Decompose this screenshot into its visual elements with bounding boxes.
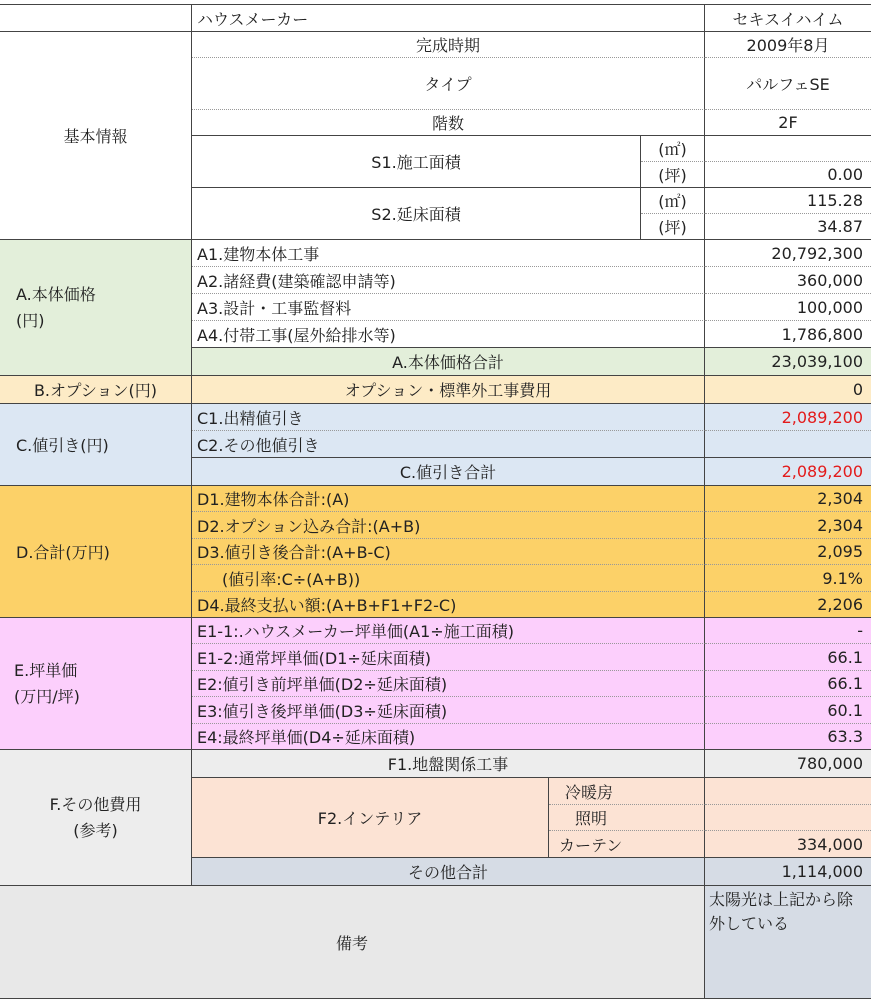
- e1-1-label: E1-1:.ハウスメーカー坪単価(A1÷施工面積): [192, 618, 705, 644]
- b-item-label: オプション・標準外工事費用: [192, 376, 705, 404]
- section-a-label-line1: A.本体価格: [16, 284, 96, 304]
- a2-label: A2.諸経費(建築確認申請等): [192, 267, 705, 294]
- section-f-label-line1: F.その他費用: [49, 794, 142, 814]
- d1-label: D1.建物本体合計:(A): [192, 486, 705, 512]
- section-d-label: D.合計(万円): [0, 486, 192, 618]
- c1-value[interactable]: 2,089,200: [705, 404, 871, 431]
- e1-2-value[interactable]: 66.1: [705, 644, 871, 671]
- f2-label: F2.インテリア: [192, 778, 549, 858]
- section-b-label: B.オプション(円): [0, 376, 192, 404]
- c2-label: C2.その他値引き: [192, 431, 705, 458]
- a-total-label: A.本体価格合計: [192, 348, 705, 376]
- d2-value[interactable]: 2,304: [705, 512, 871, 539]
- f2-lighting-label: 照明: [549, 805, 705, 831]
- a3-value[interactable]: 100,000: [705, 294, 871, 321]
- e2-value[interactable]: 66.1: [705, 671, 871, 697]
- d3-label: D3.値引き後合計:(A+B-C): [192, 539, 705, 565]
- f2-heating-value[interactable]: [705, 778, 871, 805]
- d4-label: D4.最終支払い額:(A+B+F1+F2-C): [192, 592, 705, 618]
- section-a-label-line2: (円): [16, 310, 45, 330]
- f2-curtain-label: カーテン: [549, 831, 705, 858]
- e2-label: E2:値引き前坪単価(D2÷延床面積): [192, 671, 705, 697]
- c-total-value[interactable]: 2,089,200: [705, 458, 871, 486]
- s2-area-label: S2.延床面積: [192, 188, 641, 240]
- basic-info-label: 基本情報: [0, 32, 192, 240]
- s2-value-m2[interactable]: 115.28: [705, 188, 871, 214]
- e4-label: E4:最終坪単価(D4÷延床面積): [192, 724, 705, 750]
- e3-label: E3:値引き後坪単価(D3÷延床面積): [192, 697, 705, 724]
- section-c-label: C.値引き(円): [0, 404, 192, 486]
- remarks-label: 備考: [0, 886, 705, 999]
- c2-value[interactable]: [705, 431, 871, 458]
- d3-value[interactable]: 2,095: [705, 539, 871, 565]
- maker-value[interactable]: セキスイハイム: [705, 4, 871, 32]
- s1-unit-m2: (㎡): [641, 136, 705, 162]
- completion-value[interactable]: 2009年8月: [705, 32, 871, 58]
- s2-unit-m2: (㎡): [641, 188, 705, 214]
- a2-value[interactable]: 360,000: [705, 267, 871, 294]
- d4-value[interactable]: 2,206: [705, 592, 871, 618]
- e1-1-value[interactable]: -: [705, 618, 871, 644]
- s1-value-tsubo[interactable]: 0.00: [705, 162, 871, 188]
- discount-rate-value[interactable]: 9.1%: [705, 565, 871, 592]
- e4-value[interactable]: 63.3: [705, 724, 871, 750]
- section-f-label: [0, 750, 192, 886]
- floors-value[interactable]: 2F: [705, 110, 871, 136]
- f-total-label: その他合計: [192, 858, 705, 886]
- a1-value[interactable]: 20,792,300: [705, 240, 871, 267]
- f2-heating-label: 冷暖房: [549, 778, 705, 805]
- section-e-label: [0, 618, 192, 750]
- s2-value-tsubo[interactable]: 34.87: [705, 214, 871, 240]
- a4-label: A4.付帯工事(屋外給排水等): [191, 321, 705, 348]
- e3-value[interactable]: 60.1: [705, 697, 871, 724]
- s2-unit-tsubo: (坪): [641, 214, 705, 240]
- c1-label: C1.出精値引き: [192, 404, 705, 431]
- a3-label: A3.設計・工事監督料: [192, 294, 705, 321]
- d1-value[interactable]: 2,304: [705, 486, 871, 512]
- section-e-label-line1: E.坪単価: [14, 660, 78, 680]
- f1-label: F1.地盤関係工事: [192, 750, 705, 778]
- a4-value[interactable]: 1,786,800: [705, 321, 871, 348]
- header-blank-cell: [0, 4, 192, 32]
- floors-label: 階数: [192, 110, 705, 136]
- f-total-value[interactable]: 1,114,000: [705, 858, 871, 886]
- e1-2-label: E1-2:通常坪単価(D1÷延床面積): [192, 644, 705, 671]
- b-value[interactable]: 0: [705, 376, 871, 404]
- s1-value-m2[interactable]: [705, 136, 871, 162]
- section-a-label: [0, 240, 192, 376]
- f2-curtain-value[interactable]: 334,000: [705, 831, 871, 858]
- maker-label: ハウスメーカー: [192, 4, 705, 32]
- discount-rate-label: (値引率:C÷(A+B)): [192, 565, 705, 592]
- section-e-label-line2: (万円/坪): [14, 686, 80, 706]
- completion-label: 完成時期: [192, 32, 705, 58]
- s1-area-label: S1.施工面積: [192, 136, 641, 188]
- a-total-value[interactable]: 23,039,100: [705, 348, 871, 376]
- section-f-label-line2: (参考): [73, 820, 118, 840]
- a1-label: A1.建物本体工事: [192, 240, 705, 267]
- f1-value[interactable]: 780,000: [705, 750, 871, 778]
- s1-unit-tsubo: (坪): [641, 162, 705, 188]
- remarks-value[interactable]: 太陽光は上記から除外している: [705, 886, 871, 999]
- d2-label: D2.オプション込み合計:(A+B): [192, 512, 705, 539]
- type-label: タイプ: [192, 58, 705, 110]
- f2-lighting-value[interactable]: [705, 805, 871, 831]
- type-value[interactable]: パルフェSE: [705, 58, 871, 110]
- c-total-label: C.値引き合計: [192, 458, 705, 486]
